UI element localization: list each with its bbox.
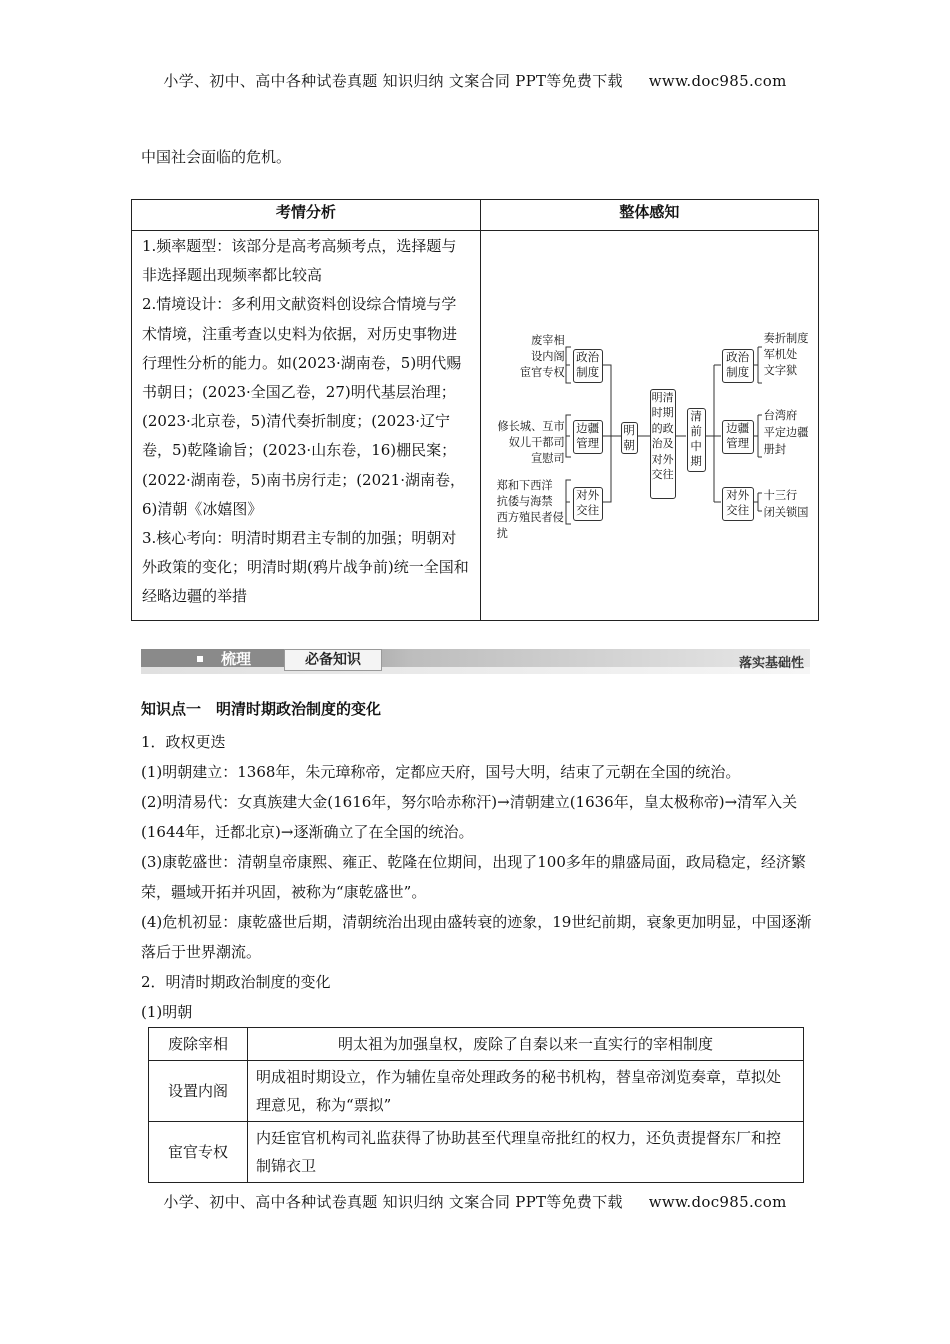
diagram-center-box: 明清时期的政治及对外交往 [650, 389, 676, 499]
diagram-qing-foreign-item: 十三行 [763, 489, 798, 502]
section-banner [141, 649, 810, 675]
ming-table-key: 设置内阁 [149, 1061, 248, 1122]
diagram-qing-frontier-item: 册封 [763, 443, 787, 456]
ming-table-value: 明成祖时期设立，作为辅佐皇帝处理政务的秘书机构，替皇帝浏览奏章，草拟处理意见，称为“票拟” [248, 1061, 804, 1122]
ming-table-key: 废除宰相 [149, 1028, 248, 1061]
body-text [141, 727, 821, 1027]
diagram-qing-politics-item: 奏折制度 [763, 332, 809, 345]
diagram-ming-foreign-item: 郑和下西洋 [496, 479, 553, 492]
diagram-ming-foreign-item: 西方殖民者侵扰 [496, 511, 564, 540]
intro-text: 中国社会面临的危机。 [141, 148, 292, 166]
header-text: 小学、初中、高中各种试卷真题 知识归纳 文案合同 PPT等免费下载 [163, 72, 623, 90]
analysis-item: 1.频率题型：该部分是高考高频考点，选择题与非选择题出现频率都比较高 [142, 237, 457, 285]
paragraph: (3)康乾盛世：清朝皇帝康熙、雍正、乾隆在位期间，出现了100多年的鼎盛局面，政局稳定，经济繁荣，疆域开拓并巩固，被称为“康乾盛世”。 [141, 853, 806, 901]
paragraph: (4)危机初显：康乾盛世后期，清朝统治出现由盛转衰的迹象，19世纪前期，衰象更加明显，中国逐渐落后于世界潮流。 [141, 913, 812, 961]
table-row [149, 1122, 804, 1183]
header-site[interactable]: www.doc985.com [648, 72, 787, 90]
analysis-item: 2.情境设计：多利用文献资料创设综合情境与学术情境，注重考查以史料为依据，对历史事物进行理性分析的能力。如(2023·湖南卷，5)明代赐书朝日；(2023·全国乙卷，27)明代基层治理；(2023·北京卷，5)清代奏折制度；(2023·辽宁卷，5)乾隆谕旨；(2023·山东卷，16)棚民案；(2022·湖南卷，5)南书房行走；(2021·湖南卷，6)清朝《冰嬉图》 [142, 295, 465, 518]
analysis-item: 3.核心考向：明清时期君主专制的加强；明朝对外政策的变化；明清时期(鸦片战争前)统一全国和经略边疆的举措 [142, 529, 469, 606]
table-row [149, 1061, 804, 1122]
analysis-text [132, 231, 481, 621]
diagram-ming-frontier-item: 修长城、互市 [497, 420, 565, 433]
diagram-qing-frontier-item: 台湾府 [763, 409, 798, 422]
paragraph: (1)明朝 [141, 1003, 193, 1021]
analysis-col2-header: 整体感知 [480, 200, 818, 231]
footer-text: 小学、初中、高中各种试卷真题 知识归纳 文案合同 PPT等免费下载 [163, 1193, 623, 1211]
diagram-qing-politics-item: 军机处 [763, 348, 798, 361]
paragraph: (2)明清易代：女真族建大金(1616年，努尔哈赤称汗)→清朝建立(1636年，皇太极称帝)→清军入关(1644年，迁都北京)→逐渐确立了在全国的统治。 [141, 793, 798, 841]
diagram-ming-foreign-item: 抗倭与海禁 [496, 495, 553, 508]
ming-table-value: 内廷宦官机构司礼监获得了协助甚至代理皇帝批红的权力，还负责提督东厂和控制锦衣卫 [248, 1122, 804, 1183]
page-footer [0, 1191, 950, 1212]
diagram-ming-frontier-box: 边疆管理 [573, 420, 603, 454]
diagram-qing-frontier-item: 平定边疆 [763, 426, 809, 439]
diagram-ming-politics-item: 宦官专权 [519, 366, 565, 379]
diagram-ming-frontier-item: 宣慰司 [531, 452, 565, 465]
paragraph: (1)明朝建立：1368年，朱元璋称帝，定都应天府，国号大明，结束了元朝在全国的统治。 [141, 763, 741, 781]
diagram-qing-frontier-box: 边疆管理 [722, 420, 754, 454]
footer-site[interactable]: www.doc985.com [648, 1193, 787, 1211]
diagram-qing-politics-box: 政治制度 [722, 349, 754, 383]
analysis-table [131, 199, 819, 621]
paragraph: 1．政权更迭 [141, 733, 226, 751]
overview-diagram [480, 231, 818, 621]
diagram-ming-box: 明朝 [621, 422, 638, 454]
diagram-qing-foreign-box: 对外交往 [722, 487, 754, 521]
banner-tab: 必备知识 [284, 649, 382, 671]
paragraph: 2．明清时期政治制度的变化 [141, 973, 331, 991]
page-header [0, 70, 950, 91]
diagram-ming-politics-box: 政治制度 [573, 349, 603, 383]
table-row [149, 1028, 804, 1061]
diagram-ming-politics-item: 废宰相 [531, 334, 565, 347]
diagram-ming-frontier-item: 奴儿干都司 [508, 436, 565, 449]
diagram-qing-foreign-item: 闭关锁国 [763, 506, 809, 519]
diagram-ming-foreign-box: 对外交往 [573, 487, 603, 521]
ming-table-value: 明太祖为加强皇权，废除了自秦以来一直实行的宰相制度 [248, 1028, 804, 1061]
ming-table [148, 1027, 804, 1183]
ming-table-key: 宦官专权 [149, 1122, 248, 1183]
section-title: 知识点一 明清时期政治制度的变化 [141, 700, 382, 718]
diagram-qing-box: 清前中期 [687, 408, 706, 472]
banner-right-label: 落实基础性 [738, 656, 804, 671]
diagram-qing-politics-item: 文字狱 [763, 364, 798, 377]
square-bullet-icon [197, 656, 203, 662]
diagram-ming-politics-item: 设内阁 [531, 350, 565, 363]
banner-left-label: 梳理 [221, 650, 252, 668]
analysis-col1-header: 考情分析 [132, 200, 481, 231]
